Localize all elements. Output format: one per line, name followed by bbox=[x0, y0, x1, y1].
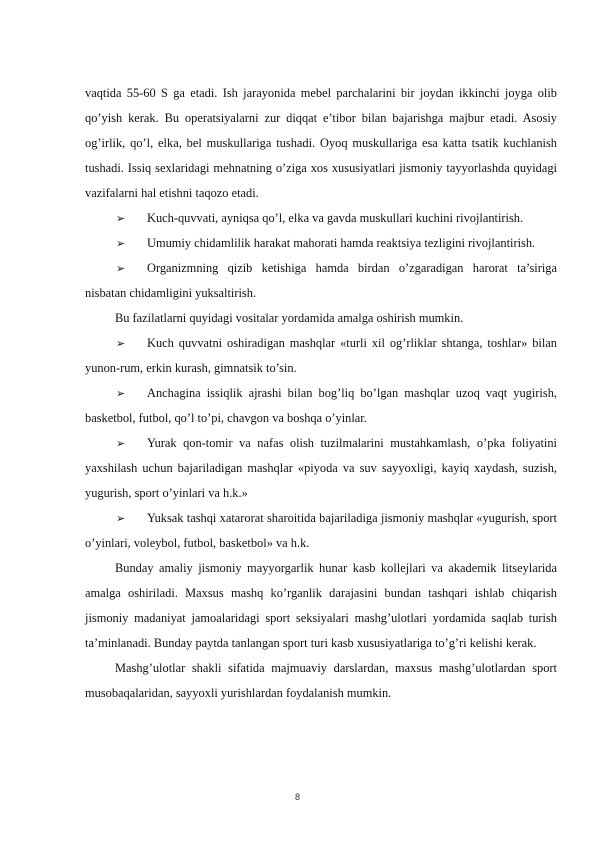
bullet-text: Kuch quvvatni oshiradigan mashqlar «turli xil og’rliklar shtanga, toshlar» bilan yunon-rum, erkin kurash, gimnatsik to’sin. bbox=[85, 336, 557, 375]
arrowhead-bullet-icon: ➢ bbox=[116, 262, 126, 275]
bullet-item-strength-exercises bbox=[85, 331, 557, 381]
arrowhead-bullet-icon: ➢ bbox=[116, 437, 126, 450]
page-number: 8 bbox=[294, 792, 300, 802]
bullet-text: Yuksak tashqi xatarorat sharoitida bajariladiga jismoniy mashqlar «yugurish, sport o’yinlari, voleybol, futbol, basketbol» va h.k. bbox=[85, 511, 557, 550]
paragraph-applied-training: Bunday amaliy jismoniy mayyorgarlik hunar kasb kollejlari va akademik litseylarida amalga oshiriladi. Maxsus mashq ko’rganlik darajasini bundan tashqari ishlab chiqarish jismoniy madaniyat jamoalaridagi sport seksiyalari mashg’ulotlari yordamida saqlab turish ta’minlanadi. Bunday paytda tanlangan sport turi kasb xususiyatlariga to’g’ri kelishi kerak. bbox=[85, 561, 557, 650]
arrowhead-bullet-icon: ➢ bbox=[116, 387, 126, 400]
bullet-item-endurance bbox=[85, 231, 557, 256]
paragraph-training-forms: Mashg’ulotlar shakli sifatida majmuaviy darslardan, maxsus mashg’ulotlardan sport musobaqalaridan, sayyoxli yurishlardan foydalanish mumkin. bbox=[85, 661, 557, 700]
bullet-item-heat-exercises bbox=[85, 381, 557, 431]
bullet-item-strength bbox=[85, 206, 557, 231]
arrowhead-bullet-icon: ➢ bbox=[116, 237, 126, 250]
bullet-text: Anchagina issiqlik ajrashi bilan bog’liq bo’lgan mashqlar uzoq vaqt yugirish, basketbol, futbol, qo’l to’pi, chavgon va boshqa o’yinlar. bbox=[85, 386, 557, 425]
bullet-item-high-temperature-exercises bbox=[85, 506, 557, 556]
paragraph-intro: vaqtida 55-60 S ga etadi. Ish jarayonida mebel parchalarini bir joydan ikkinchi joyga olib qo’yish kerak. Bu operatsiyalarni zur diqqat e’tibor bilan bajarishga majbur etadi. Asosiy og’irlik, qo’l, elka, bel muskullariga tushadi. Oyoq muskullariga esa katta tsatik kuchlanish tushadi. Issiq sexlaridagi mehnatning o’ziga xos xususiyatlari jismoniy tayyorlashda quyidagi vazifalarni hal etishni taqozo etadi. bbox=[85, 86, 557, 200]
bullet-text: Umumiy chidamlilik harakat mahorati hamda reaktsiya tezligini rivojlantirish. bbox=[147, 236, 536, 250]
arrowhead-bullet-icon: ➢ bbox=[116, 337, 126, 350]
body-text bbox=[85, 81, 557, 706]
bullet-text: Organizmning qizib ketishiga hamda birdan o’zgaradigan harorat ta’siriga nisbatan chidamligini yuksaltirish. bbox=[85, 261, 557, 300]
arrowhead-bullet-icon: ➢ bbox=[116, 212, 126, 225]
bullet-item-heat-resistance bbox=[85, 256, 557, 306]
bullet-text: Kuch-quvvati, ayniqsa qo’l, elka va gavda muskullari kuchini rivojlantirish. bbox=[147, 211, 524, 225]
bullet-text: Yurak qon-tomir va nafas olish tuzilmalarini mustahkamlash, o’pka foliyatini yaxshilash uchun bajariladigan mashqlar «piyoda va suv sayyoxligi, kayiq xaydash, suzish, yugurish, sport o’yinlari va h.k.» bbox=[85, 436, 557, 500]
bullet-item-cardio-exercises bbox=[85, 431, 557, 506]
arrowhead-bullet-icon: ➢ bbox=[116, 512, 126, 525]
paragraph-means: Bu fazilatlarni quyidagi vositalar yordamida amalga oshirish mumkin. bbox=[115, 311, 464, 325]
